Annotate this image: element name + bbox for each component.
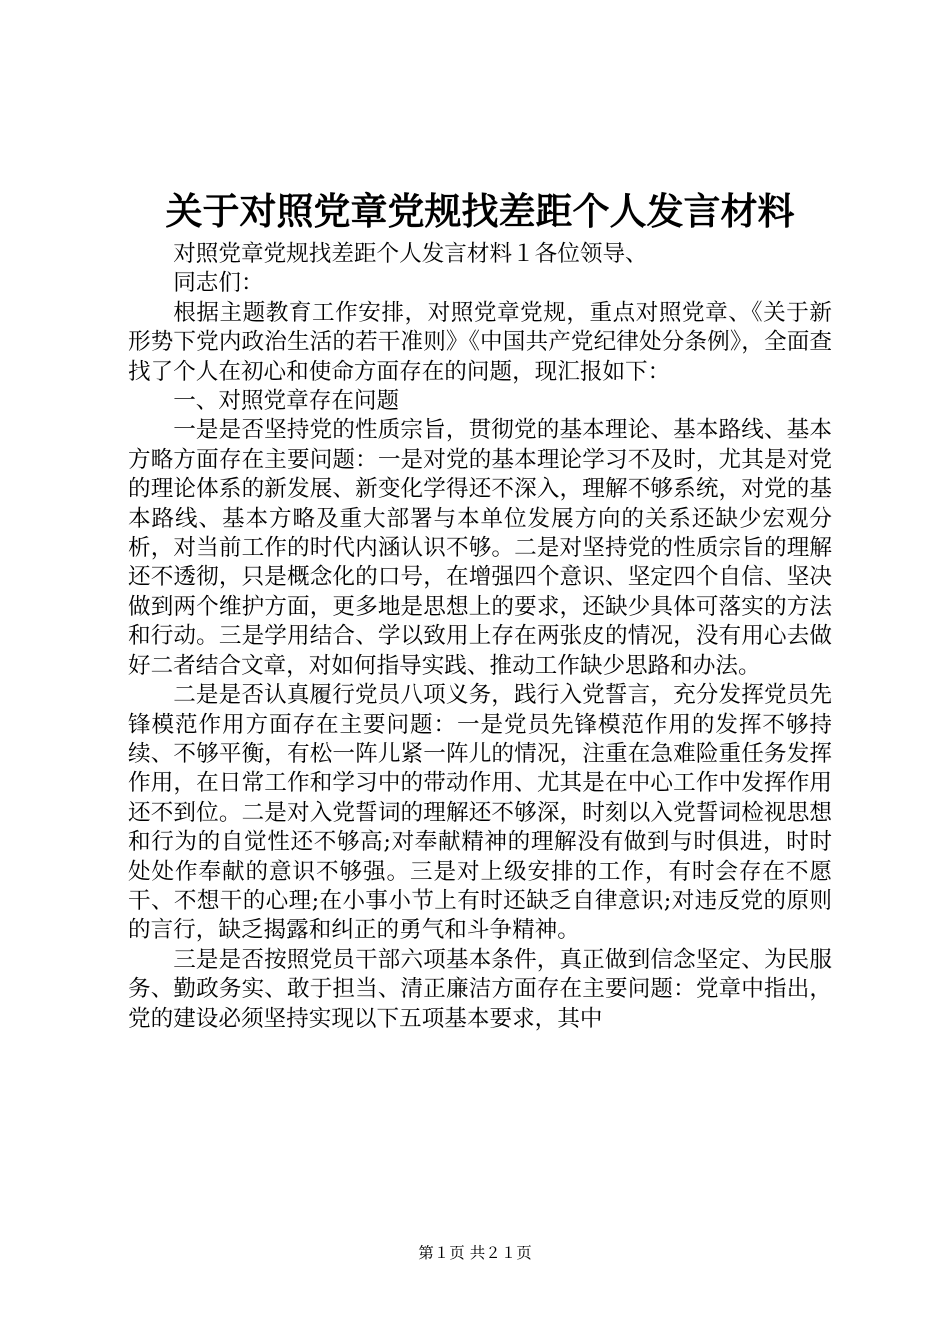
paragraph-point-1: 一是是否坚持党的性质宗旨，贯彻党的基本理论、基本路线、基本方略方面存在主要问题：一是对党的基本理论学习不及时，尤其是对党的理论体系的新发展、新变化学得还不深入，理解不够系统，对党的基本路线、基本方略及重大部署与本单位发展方向的关系还缺少宏观分析，对当前工作的时代内涵认识不够。二是对坚持党的性质宗旨的理解还不透彻，只是概念化的口号，在增强四个意识、坚定四个自信、坚决做到两个维护方面，更多地是思想上的要求，还缺少具体可落实的方法和行动。三是学用结合、学以致用上存在两张皮的情况，没有用心去做好二者结合文章，对如何指导实践、推动工作缺少思路和办法。: [128, 417, 832, 679]
paragraph-point-2: 二是是否认真履行党员八项义务，践行入党誓言，充分发挥党员先锋模范作用方面存在主要问题：一是党员先锋模范作用的发挥不够持续、不够平衡，有松一阵儿紧一阵儿的情况，注重在急难险重任务发挥作用，在日常工作和学习中的带动作用、尤其是在中心工作中发挥作用还不到位。二是对入党誓词的理解还不够深，时刻以入党誓词检视思想和行为的自觉性还不够高;对奉献精神的理解没有做到与时俱进，时时处处作奉献的意识不够强。三是对上级安排的工作，有时会存在不愿干、不想干的心理;在小事小节上有时还缺乏自律意识;对违反党的原则的言行，缺乏揭露和纠正的勇气和斗争精神。: [128, 682, 832, 944]
paragraph-intro: 对照党章党规找差距个人发言材料１各位领导、: [173, 241, 648, 267]
paragraph-preface: 根据主题教育工作安排，对照党章党规，重点对照党章、《关于新形势下党内政治生活的若干准则》《中国共产党纪律处分条例》，全面查找了个人在初心和使命方面存在的问题，现汇报如下：: [128, 299, 832, 385]
page-footer: [0, 1242, 950, 1264]
paragraph-point-3: 三是是否按照党员干部六项基本条件，真正做到信念坚定、为民服务、勤政务实、敢于担当、清正廉洁方面存在主要问题：党章中指出，党的建设必须坚持实现以下五项基本要求，其中: [128, 946, 832, 1032]
document-title: 关于对照党章党规找差距个人发言材料: [165, 189, 795, 233]
paragraph-salutation: 同志们：: [173, 270, 264, 297]
page-indicator: 第１页 共２１页: [418, 1244, 532, 1262]
section-heading: 一、对照党章存在问题: [173, 388, 400, 415]
document-page: [128, 0, 832, 1034]
